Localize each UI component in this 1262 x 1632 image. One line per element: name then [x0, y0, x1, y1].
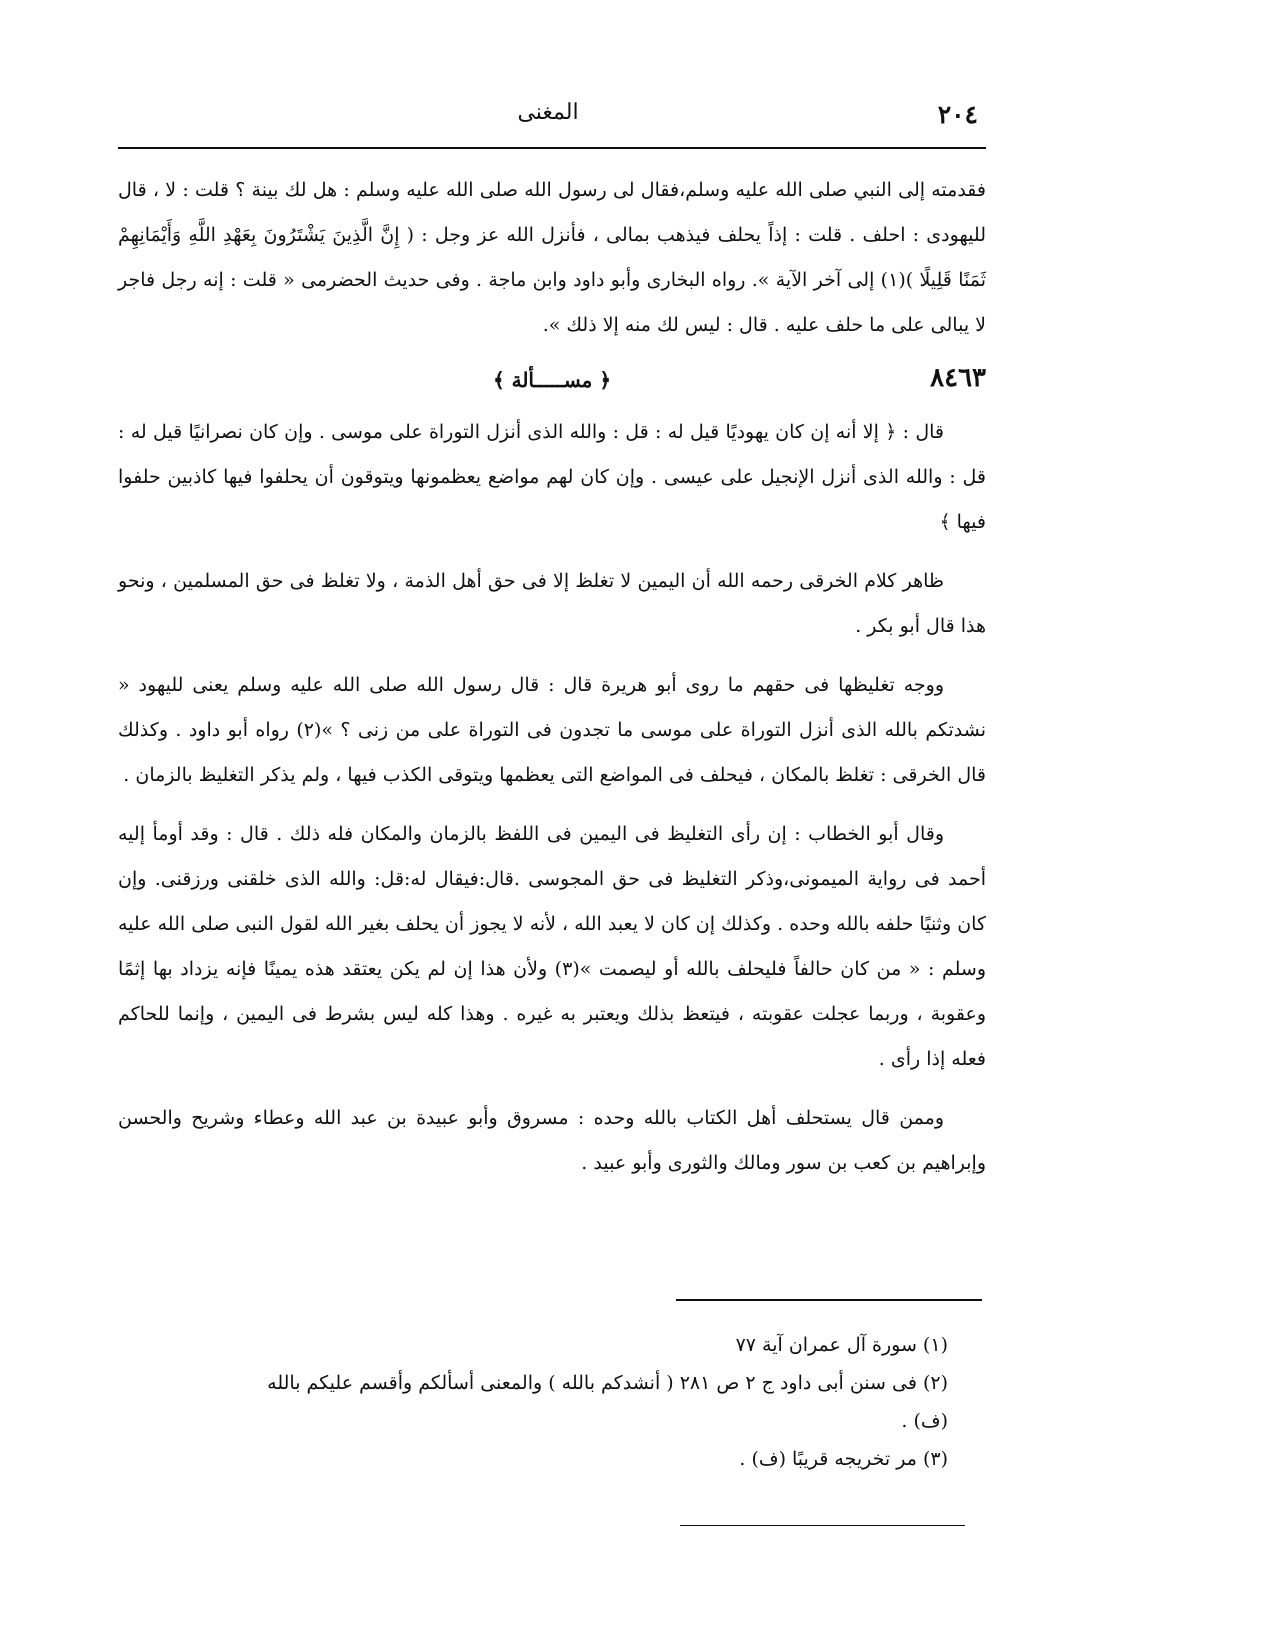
page-header — [118, 100, 978, 140]
opening-paragraph: فقدمته إلى النبي صلى الله عليه وسلم،فقال لى رسول الله صلى الله عليه وسلم : هل لك بينة ؟ قلت : لا ، قال لليهودى : احلف . قلت : إذاً يحلف فيذهب بمالى ، فأنزل الله عز وجل : ( إِنَّ الَّذِينَ يَشْتَرُونَ بِعَهْدِ اللَّهِ وَأَيْمَانِهِمْ ثَمَنًا قَلِيلًا )(١) إلى آخر الآية ». رواه البخارى وأبو داود وابن ماجة . وفى حديث الحضرمى « قلت : إنه رجل فاجر لا يبالى على ما حلف عليه . قال : ليس لك منه إلا ذلك ». — [118, 179, 986, 336]
matn-paragraph: قال : ﴿ إلا أنه إن كان يهوديًا قيل له : قل : والله الذى أنزل التوراة على موسى . وإن كان نصرانيًا قيل له : قل : والله الذى أنزل الإنجيل على عيسى . وإن كان لهم مواضع يعظمونها ويتوقون أن يحلفوا فيها كاذبين حلفوا فيها ﴾ — [118, 421, 986, 533]
body-paragraph: ووجه تغليظها فى حقهم ما روى أبو هريرة قال : قال رسول الله صلى الله عليه وسلم يعنى لليهود « نشدتكم بالله الذى أنزل التوراة على موسى ما تجدون فى التوراة على من زنى ؟ »(٢) رواه أبو داود . وكذلك قال الخرقى : تغلظ بالمكان ، فيحلف فى المواضع التى يعظمها ويتوقى الكذب فيها ، ولم يذكر التغليظ بالزمان . — [118, 674, 986, 786]
page-number: ٢٠٤ — [937, 100, 978, 129]
masala-title: ﴿ مســـــألة ﴾ — [492, 368, 612, 392]
footnote-divider — [676, 1299, 982, 1301]
header-divider — [118, 147, 986, 149]
body-paragraph: وقال أبو الخطاب : إن رأى التغليظ فى اليمين فى اللفظ بالزمان والمكان فله ذلك . قال : وقد أومأ إليه أحمد فى رواية الميمونى،وذكر التغليظ فى حق المجوسى .قال:فيقال له:قل: والله الذى خلقنى ورزقنى. وإن كان وثنيًا حلفه بالله وحده . وكذلك إن كان لا يعبد الله ، لأنه لا يجوز أن يحلف بغير الله لقول النبى صلى الله عليه وسلم : « من كان حالفاً فليحلف بالله أو ليصمت »(٣) ولأن هذا إن لم يكن يعتقد هذه يمينًا فإنه يزداد بها إثمًا وعقوبة ، وربما عجلت عقوبته ، فيتعظ بذلك ويعتبر به غيره . وهذا كله ليس بشرط فى اليمين ، وإنما للحاكم فعله إذا رأى . — [118, 823, 987, 1070]
footnote: (٢) فى سنن أبى داود ج ٢ ص ٢٨١ ( أنشدكم بالله ) والمعنى أسألكم وأقسم عليكم بالله (ف) . — [267, 1372, 948, 1432]
body-paragraph: ظاهر كلام الخرقى رحمه الله أن اليمين لا تغلظ إلا فى حق أهل الذمة ، ولا تغلظ فى حق المسلمين ، ونحو هذا قال أبو بكر . — [118, 570, 986, 637]
footnotes — [230, 1326, 948, 1478]
running-title: المغنى — [517, 100, 579, 125]
footnote: (١) سورة آل عمران آية ٧٧ — [735, 1334, 948, 1356]
bottom-divider — [680, 1525, 965, 1526]
body-text — [118, 168, 986, 1186]
masala-number: ٨٤٦٣ — [930, 363, 986, 393]
masala-heading — [118, 352, 986, 402]
body-paragraph: وممن قال يستحلف أهل الكتاب بالله وحده : مسروق وأبو عبيدة بن عبد الله وعطاء وشريح والحسن وإبراهيم بن كعب بن سور ومالك والثورى وأبو عبيد . — [118, 1107, 986, 1174]
footnote: (٣) مر تخريجه قريبًا (ف) . — [739, 1448, 948, 1470]
